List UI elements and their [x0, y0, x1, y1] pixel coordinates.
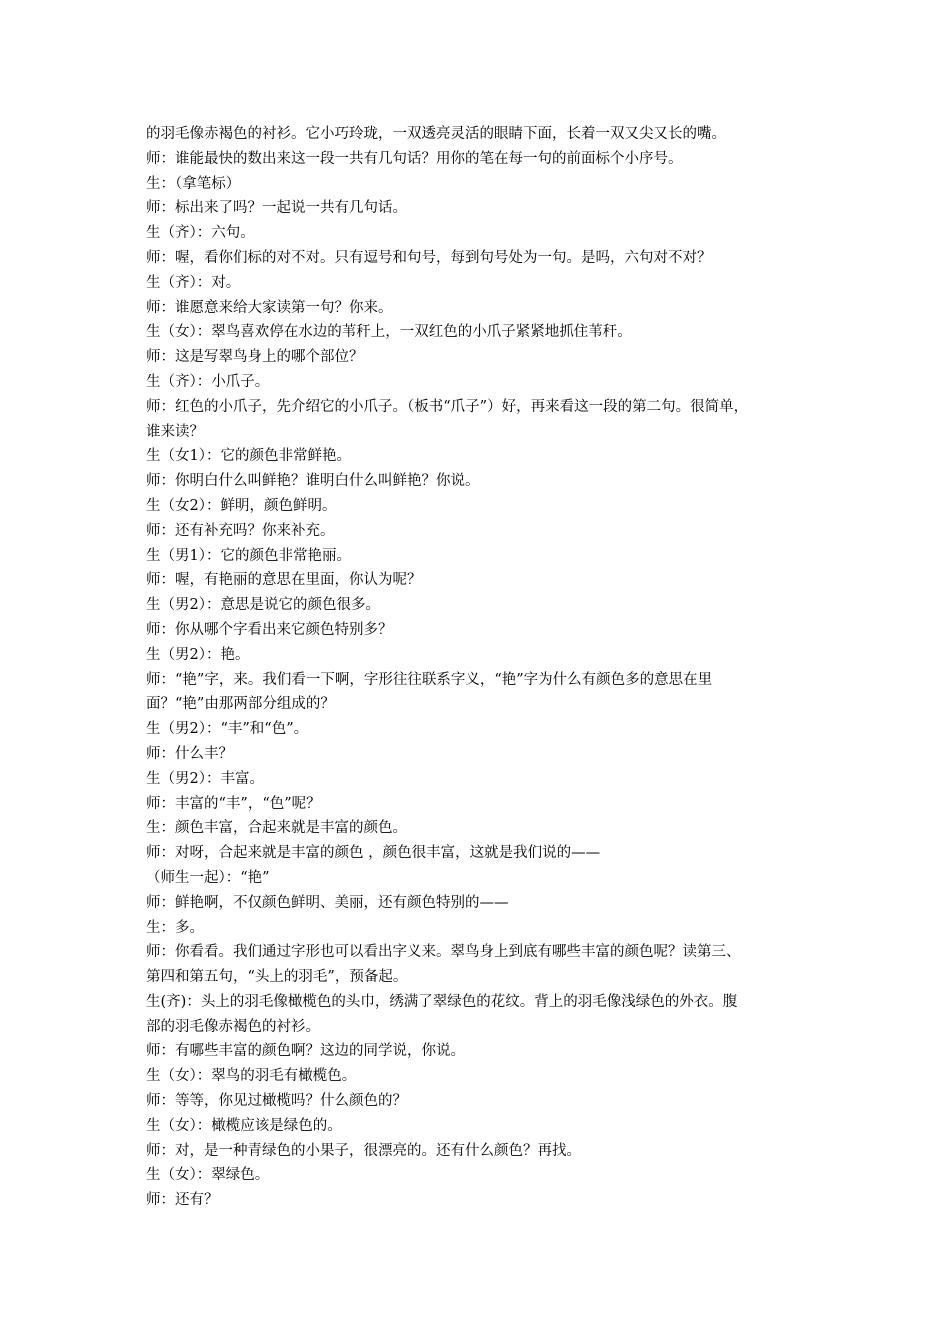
transcript-line: 师：红色的小爪子，先介绍它的小爪子。（板书“爪子”）好，再来看这一段的第二句。很简单， — [146, 398, 749, 415]
transcript-line: 师：什么丰？ — [146, 745, 233, 762]
transcript-line: 生：（拿笔标） — [146, 175, 241, 192]
transcript-line: 生（男2）：“丰”和“色”。 — [146, 721, 309, 738]
transcript-line: 生（女）：翠鸟的羽毛有橄榄色。 — [146, 1068, 357, 1085]
transcript-body — [146, 122, 818, 1213]
transcript-line: （师生一起）：“艳” — [146, 869, 270, 886]
transcript-line: 师：还有补充吗？你来补充。 — [146, 522, 335, 539]
transcript-line: 师：“艳”字，来。我们看一下啊，字形往往联系字义，“艳”字为什么有颜色多的意思在里 — [146, 671, 713, 688]
transcript-line: 师：谁愿意来给大家读第一句？你来。 — [146, 299, 393, 316]
transcript-line: 生(齐)：头上的羽毛像橄榄色的头巾，绣满了翠绿色的花纹。背上的羽毛像浅绿色的外衣。腹 — [146, 993, 738, 1010]
transcript-line: 生（齐）：对。 — [146, 274, 241, 291]
transcript-line: 师：有哪些丰富的颜色啊？这边的同学说，你说。 — [146, 1043, 465, 1060]
transcript-line: 师：你看看。我们通过字形也可以看出字义来。翠鸟身上到底有哪些丰富的颜色呢？读第三、 — [146, 944, 741, 961]
transcript-line: 师：喔，看你们标的对不对。只有逗号和句号，每到句号处为一句。是吗，六句对不对？ — [146, 249, 712, 266]
transcript-line: 生（男2）：丰富。 — [146, 770, 264, 787]
transcript-line: 生（男1）：它的颜色非常艳丽。 — [146, 547, 351, 564]
transcript-line: 师：等等，你见过橄榄吗？什么颜色的？ — [146, 1093, 407, 1110]
transcript-line: 第四和第五句，“头上的羽毛”，预备起。 — [146, 969, 408, 986]
transcript-line: 生：颜色丰富，合起来就是丰富的颜色。 — [146, 820, 407, 837]
transcript-line: 师：丰富的“丰”，“色”呢？ — [146, 795, 321, 812]
transcript-line: 师：你从哪个字看出来它颜色特别多？ — [146, 621, 393, 638]
transcript-line: 师：标出来了吗？一起说一共有几句话。 — [146, 200, 407, 217]
transcript-line: 师：鲜艳啊，不仅颜色鲜明、美丽，还有颜色特别的—— — [146, 894, 509, 911]
transcript-line: 谁来读？ — [146, 423, 204, 440]
transcript-line: 生（女）：橄榄应该是绿色的。 — [146, 1117, 342, 1134]
transcript-line: 生（齐）：六句。 — [146, 225, 255, 242]
transcript-line: 面？“艳”由那两部分组成的？ — [146, 696, 335, 713]
transcript-line: 师：对，是一种青绿色的小果子，很漂亮的。还有什么颜色？再找。 — [146, 1142, 581, 1159]
transcript-line: 生（女）：翠鸟喜欢停在水边的苇秆上，一双红色的小爪子紧紧地抓住苇秆。 — [146, 324, 632, 341]
transcript-line: 师：这是写翠鸟身上的哪个部位？ — [146, 349, 364, 366]
transcript-line: 的羽毛像赤褐色的衬衫。它小巧玲珑，一双透亮灵活的眼睛下面，长着一双又尖又长的嘴。 — [146, 126, 726, 142]
transcript-line: 师：你明白什么叫鲜艳？谁明白什么叫鲜艳？你说。 — [146, 473, 480, 490]
transcript-line: 生（男2）：意思是说它的颜色很多。 — [146, 597, 380, 614]
transcript-line: 生（女1）：它的颜色非常鲜艳。 — [146, 448, 351, 465]
transcript-line: 师：谁能最快的数出来这一段一共有几句话？用你的笔在每一句的前面标个小序号。 — [146, 150, 683, 167]
transcript-line: 生（男2）：艳。 — [146, 646, 250, 663]
transcript-line: 师：还有？ — [146, 1192, 219, 1209]
transcript-line: 生：多。 — [146, 919, 204, 936]
transcript-line: 生（齐）：小爪子。 — [146, 373, 270, 390]
transcript-line: 师：对呀，合起来就是丰富的颜色 ，颜色很丰富，这就是我们说的—— — [146, 845, 601, 862]
transcript-line: 生（女）：翠绿色。 — [146, 1167, 270, 1184]
transcript-line: 师：喔，有艳丽的意思在里面，你认为呢？ — [146, 572, 422, 589]
transcript-line: 部的羽毛像赤褐色的衬衫。 — [146, 1018, 320, 1035]
transcript-line: 生（女2）：鲜明，颜色鲜明。 — [146, 497, 337, 514]
